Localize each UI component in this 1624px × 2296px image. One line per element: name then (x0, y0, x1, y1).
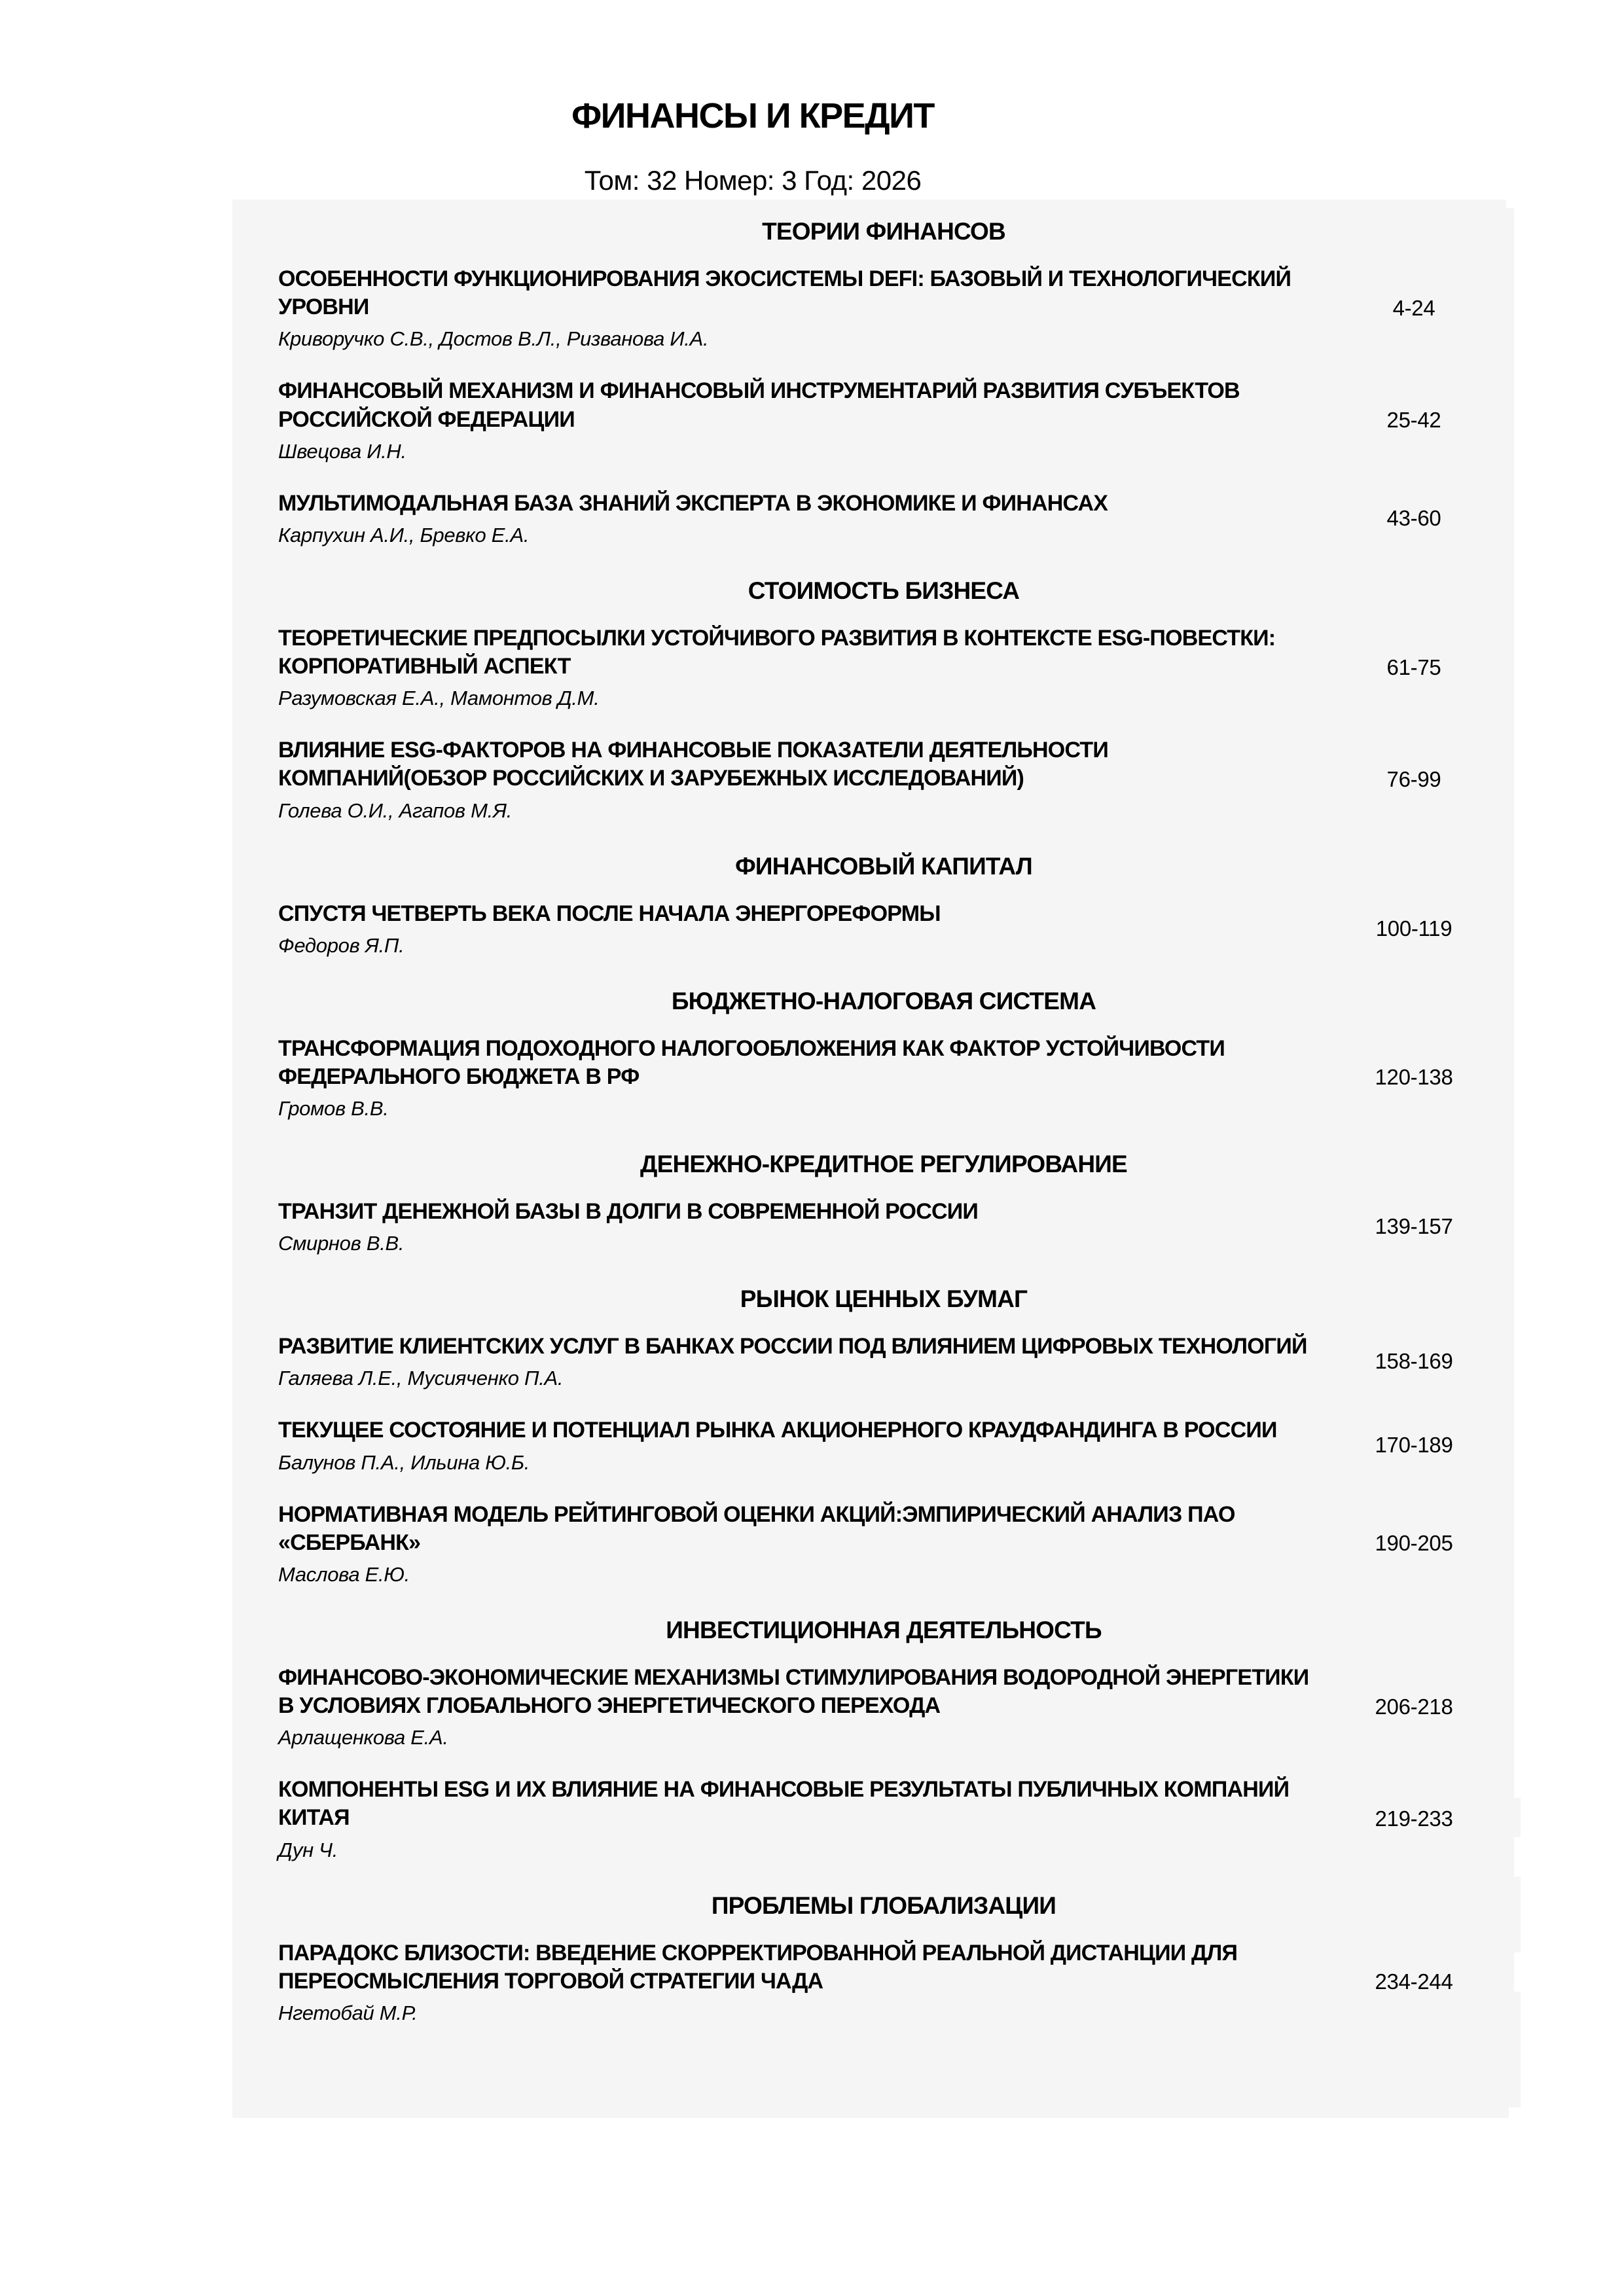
article-info (278, 1501, 1339, 1587)
article-authors: Громов В.В. (278, 1097, 389, 1121)
article-title[interactable]: ТЕКУЩЕЕ СОСТОЯНИЕ И ПОТЕНЦИАЛ РЫНКА АКЦИОНЕРНОГО КРАУДФАНДИНГА В РОССИИ (278, 1418, 1277, 1443)
panel-edge-artifact (1514, 1798, 1521, 1837)
article-title[interactable]: РАЗВИТИЕ КЛИЕНТСКИХ УСЛУГ В БАНКАХ РОССИИ ПОД ВЛИЯНИЕМ ЦИФРОВЫХ ТЕХНОЛОГИЙ (278, 1334, 1307, 1359)
article-title[interactable]: ФИНАНСОВО-ЭКОНОМИЧЕСКИЕ МЕХАНИЗМЫ СТИМУЛИРОВАНИЯ ВОДОРОДНОЙ ЭНЕРГЕТИКИ В УСЛОВИЯХ ГЛОБАЛЬНОГО ЭНЕРГЕТИЧЕСКОГО ПЕРЕХОДА (278, 1664, 1309, 1719)
article-page-range: 4-24 (1392, 295, 1435, 320)
article-authors: Нгетобай М.Р. (278, 2001, 418, 2024)
section-title: ИНВЕСТИЦИОННАЯ ДЕЯТЕЛЬНОСТЬ (666, 1616, 1102, 1643)
toc-article-entry[interactable] (278, 1198, 1489, 1255)
section-article-list (278, 1664, 1489, 1862)
section-title: ТЕОРИИ ФИНАНСОВ (762, 218, 1005, 245)
article-authors: Маслова Е.Ю. (278, 1562, 410, 1586)
toc-article-entry[interactable] (278, 900, 1489, 958)
section-article-list (278, 265, 1489, 547)
article-authors: Балунов П.А., Ильина Ю.Б. (278, 1450, 530, 1474)
panel-edge-artifact (1514, 1992, 1521, 2108)
toc-section (278, 853, 1489, 958)
toc-article-entry[interactable] (278, 265, 1489, 351)
article-page-range: 190-205 (1375, 1531, 1453, 1556)
article-info (278, 1416, 1339, 1474)
article-page-range: 158-169 (1375, 1349, 1453, 1374)
toc-panel (232, 200, 1514, 2118)
section-title: ПРОБЛЕМЫ ГЛОБАЛИЗАЦИИ (711, 1892, 1056, 1919)
article-page-range: 206-218 (1375, 1694, 1453, 1719)
section-article-list (278, 1035, 1489, 1121)
toc-article-entry[interactable] (278, 1416, 1489, 1474)
article-info (278, 900, 1339, 958)
article-authors: Карпухин А.И., Бревко Е.А. (278, 523, 530, 547)
toc-article-entry[interactable] (278, 1776, 1489, 1861)
panel-corner-notch (1506, 200, 1514, 208)
article-page-range: 139-157 (1375, 1214, 1453, 1239)
article-title[interactable]: ОСОБЕННОСТИ ФУНКЦИОНИРОВАНИЯ ЭКОСИСТЕМЫ DEFI: БАЗОВЫЙ И ТЕХНОЛОГИЧЕСКИЙ УРОВНИ (278, 266, 1291, 320)
toc-section (278, 988, 1489, 1121)
article-title[interactable]: МУЛЬТИМОДАЛЬНАЯ БАЗА ЗНАНИЙ ЭКСПЕРТА В ЭКОНОМИКЕ И ФИНАНСАХ (278, 490, 1108, 516)
article-info (278, 624, 1339, 710)
toc-article-entry[interactable] (278, 736, 1489, 822)
article-authors: Дун Ч. (278, 1838, 338, 1861)
section-title: ФИНАНСОВЫЙ КАПИТАЛ (735, 852, 1032, 880)
panel-corner-notch (1509, 2108, 1514, 2118)
article-info (278, 265, 1339, 351)
article-page-range: 100-119 (1375, 916, 1453, 941)
article-authors: Арлащенкова Е.А. (278, 1726, 448, 1749)
toc-section (278, 1285, 1489, 1587)
article-info (278, 1035, 1339, 1121)
section-title: РЫНОК ЦЕННЫХ БУМАГ (740, 1285, 1028, 1313)
section-title: ДЕНЕЖНО-КРЕДИТНОЕ РЕГУЛИРОВАНИЕ (640, 1151, 1127, 1178)
section-article-list (278, 624, 1489, 823)
article-title[interactable]: ПАРАДОКС БЛИЗОСТИ: ВВЕДЕНИЕ СКОРРЕКТИРОВАННОЙ РЕАЛЬНОЙ ДИСТАНЦИИ ДЛЯ ПЕРЕОСМЫСЛЕНИЯ ТОРГОВОЙ СТРАТЕГИИ ЧАДА (278, 1940, 1238, 1994)
toc-section (278, 218, 1489, 547)
article-page-range: 43-60 (1386, 505, 1441, 530)
article-info (278, 1776, 1339, 1861)
article-page-range: 120-138 (1375, 1065, 1453, 1090)
article-title[interactable]: ТРАНСФОРМАЦИЯ ПОДОХОДНОГО НАЛОГООБЛОЖЕНИЯ КАК ФАКТОР УСТОЙЧИВОСТИ ФЕДЕРАЛЬНОГО БЮДЖЕТА В РФ (278, 1035, 1225, 1089)
article-page-range: 76-99 (1386, 766, 1441, 791)
article-info (278, 1333, 1339, 1390)
article-info (278, 1664, 1339, 1749)
toc-article-entry[interactable] (278, 1333, 1489, 1390)
article-authors: Голева О.И., Агапов М.Я. (278, 798, 513, 822)
article-authors: Галяева Л.Е., Мусияченко П.А. (278, 1367, 564, 1390)
toc-article-entry[interactable] (278, 1501, 1489, 1587)
article-info (278, 1939, 1339, 2025)
section-title: БЮДЖЕТНО-НАЛОГОВАЯ СИСТЕМА (671, 987, 1096, 1014)
toc-article-entry[interactable] (278, 1939, 1489, 2025)
article-title[interactable]: ФИНАНСОВЫЙ МЕХАНИЗМ И ФИНАНСОВЫЙ ИНСТРУМЕНТАРИЙ РАЗВИТИЯ СУБЪЕКТОВ РОССИЙСКОЙ ФЕДЕРАЦИИ (278, 378, 1240, 432)
article-authors: Криворучко С.В., Достов В.Л., Ризванова И.А. (278, 327, 709, 351)
article-page-range: 61-75 (1386, 655, 1441, 679)
section-article-list (278, 1333, 1489, 1587)
article-authors: Разумовская Е.А., Мамонтов Д.М. (278, 687, 600, 710)
article-info (278, 377, 1339, 463)
section-article-list (278, 1198, 1489, 1255)
section-title: СТОИМОСТЬ БИЗНЕСА (748, 577, 1020, 604)
article-title[interactable]: КОМПОНЕНТЫ ESG И ИХ ВЛИЯНИЕ НА ФИНАНСОВЫЕ РЕЗУЛЬТАТЫ ПУБЛИЧНЫХ КОМПАНИЙ КИТАЯ (278, 1777, 1290, 1831)
toc-section (278, 1892, 1489, 2025)
article-page-range: 234-244 (1375, 1969, 1453, 1994)
article-authors: Федоров Я.П. (278, 933, 405, 957)
toc-section (278, 1151, 1489, 1255)
section-article-list (278, 900, 1489, 958)
article-title[interactable]: ВЛИЯНИЕ ESG-ФАКТОРОВ НА ФИНАНСОВЫЕ ПОКАЗАТЕЛИ ДЕЯТЕЛЬНОСТИ КОМПАНИЙ(ОБЗОР РОССИЙСКИХ И ЗАРУБЕЖНЫХ ИССЛЕДОВАНИЙ) (278, 738, 1108, 791)
issue-info: Том: 32 Номер: 3 Год: 2026 (584, 165, 922, 196)
article-info (278, 736, 1339, 822)
toc-article-entry[interactable] (278, 490, 1489, 547)
article-page-range: 170-189 (1375, 1433, 1453, 1458)
panel-edge-artifact (1514, 1876, 1521, 1952)
toc-list (278, 218, 1489, 2025)
section-article-list (278, 1939, 1489, 2025)
toc-section (278, 1617, 1489, 1862)
article-title[interactable]: НОРМАТИВНАЯ МОДЕЛЬ РЕЙТИНГОВОЙ ОЦЕНКИ АКЦИЙ:ЭМПИРИЧЕСКИЙ АНАЛИЗ ПАО «СБЕРБАНК» (278, 1501, 1235, 1555)
toc-section (278, 577, 1489, 823)
article-page-range: 219-233 (1375, 1806, 1453, 1831)
toc-article-entry[interactable] (278, 377, 1489, 463)
journal-title: ФИНАНСЫ И КРЕДИТ (571, 96, 934, 135)
article-title[interactable]: ТЕОРЕТИЧЕСКИЕ ПРЕДПОСЫЛКИ УСТОЙЧИВОГО РАЗВИТИЯ В КОНТЕКСТЕ ESG-ПОВЕСТКИ: КОРПОРАТИВНЫЙ АСПЕКТ (278, 625, 1276, 679)
article-title[interactable]: ТРАНЗИТ ДЕНЕЖНОЙ БАЗЫ В ДОЛГИ В СОВРЕМЕННОЙ РОССИИ (278, 1199, 978, 1225)
toc-article-entry[interactable] (278, 1035, 1489, 1121)
article-authors: Швецова И.Н. (278, 439, 406, 463)
article-authors: Смирнов В.В. (278, 1232, 405, 1255)
article-page-range: 25-42 (1386, 408, 1441, 433)
article-info (278, 1198, 1339, 1255)
toc-article-entry[interactable] (278, 1664, 1489, 1749)
article-title[interactable]: СПУСТЯ ЧЕТВЕРТЬ ВЕКА ПОСЛЕ НАЧАЛА ЭНЕРГОРЕФОРМЫ (278, 901, 941, 926)
article-info (278, 490, 1339, 547)
toc-article-entry[interactable] (278, 624, 1489, 710)
